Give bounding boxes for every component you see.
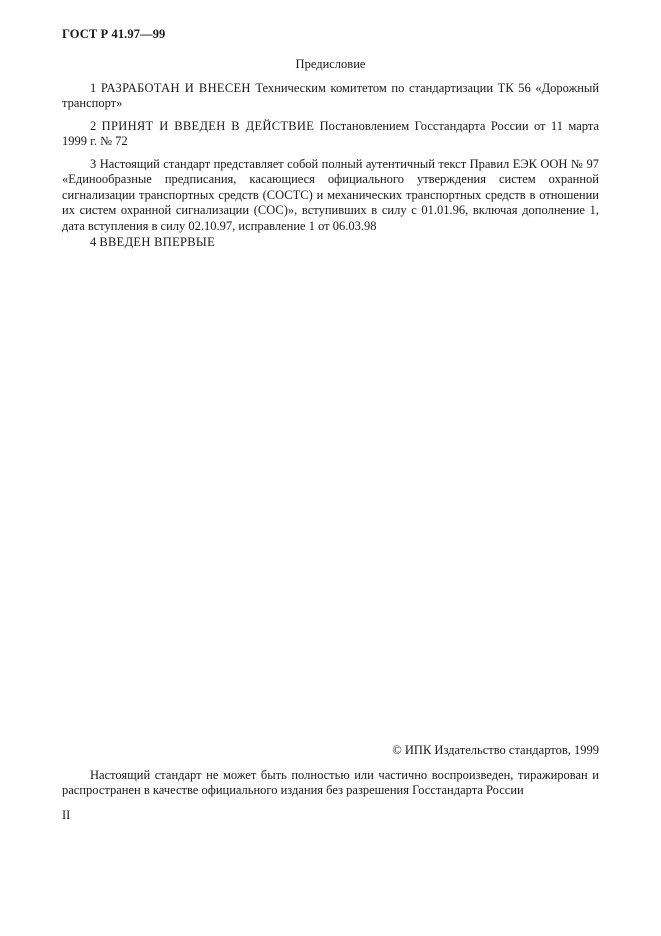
item-text: Техническим комитетом по стандартизации ТК 56 «Дорожный транспорт» [62,81,600,111]
foreword-item-4 [62,235,599,250]
page-number: II [62,808,71,822]
item-caps-heading: ПРИНЯТ И ВВЕДЕН В ДЕЙСТВИЕ [101,119,315,133]
item-number: 4 [90,235,97,249]
foreword-item-3 [62,157,599,234]
item-number: 3 [90,157,97,171]
foreword-item-1 [62,81,599,112]
foreword-title: Предисловие [295,57,366,71]
item-text: Постановлением Госстандарта России от 11 марта 1999 г. № 72 [62,119,599,149]
item-number: 2 [90,119,97,133]
copyright-line: © ИПК Издательство стандартов, 1999 [392,743,599,757]
reproduction-notice: Настоящий стандарт не может быть полностью или частично воспроизведен, тиражирован и распространен в качестве официального издания без разрешения Госстандарта России [62,768,599,798]
item-caps-heading: РАЗРАБОТАН И ВНЕСЕН [100,81,251,95]
item-caps-heading: ВВЕДЕН ВПЕРВЫЕ [99,235,216,249]
document-code: ГОСТ Р 41.97—99 [62,27,166,41]
foreword-item-2 [62,119,599,150]
item-number: 1 [90,81,97,95]
item-text: Настоящий стандарт представляет собой полный аутентичный текст Правил ЕЭК ООН № 97 «Единообразные предписания, касающиеся официального утверждения систем охранной сигнализации транспортных средств (СОСТС) и механических транспортных средств в отношении их систем охранной сигнализации (СОС)», вступивших в силу с 01.01.96, включая дополнение 1, дата вступления в силу 02.10.97, исправление 1 от 06.03.98 [62,157,600,233]
